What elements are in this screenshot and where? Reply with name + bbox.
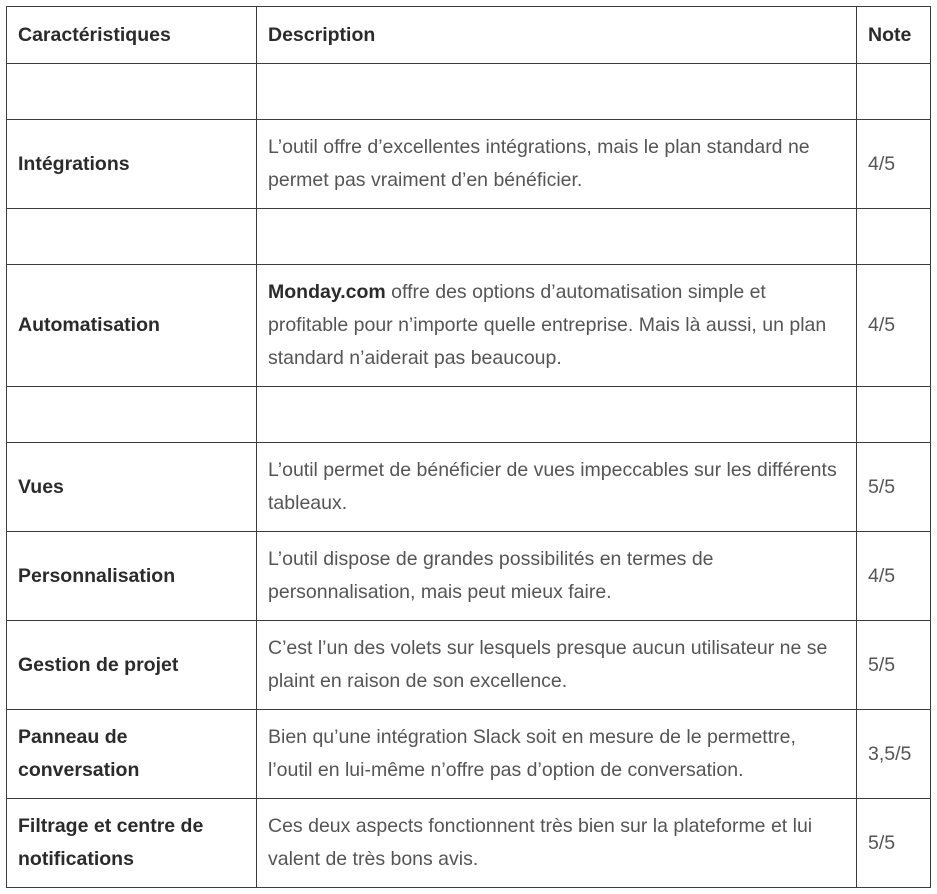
feature-cell: Panneau de conversation [7, 710, 257, 799]
feature-cell: Filtrage et centre de notifications [7, 799, 257, 888]
feature-cell: Automatisation [7, 265, 257, 387]
note-cell: 4/5 [857, 120, 931, 209]
empty-cell [7, 64, 257, 120]
description-cell: L’outil dispose de grandes possibilités en termes de personnalisation, mais peut mieux faire. [257, 532, 857, 621]
note-cell: 5/5 [857, 621, 931, 710]
empty-cell [7, 387, 257, 443]
description-cell: L’outil offre d’excellentes intégrations, mais le plan standard ne permet pas vraiment d’en bénéficier. [257, 120, 857, 209]
description-cell: L’outil permet de bénéficier de vues impeccables sur les différents tableaux. [257, 443, 857, 532]
table-row [7, 443, 931, 532]
note-cell: 5/5 [857, 443, 931, 532]
table-row [7, 265, 931, 387]
empty-row [7, 209, 931, 265]
header-description: Description [257, 7, 857, 64]
description-cell: C’est l’un des volets sur lesquels presque aucun utilisateur ne se plaint en raison de son excellence. [257, 621, 857, 710]
table-row [7, 532, 931, 621]
table-row [7, 120, 931, 209]
feature-cell: Gestion de projet [7, 621, 257, 710]
empty-cell [857, 209, 931, 265]
feature-rating-table-container [6, 6, 931, 888]
empty-row [7, 64, 931, 120]
empty-cell [7, 209, 257, 265]
feature-cell: Intégrations [7, 120, 257, 209]
empty-cell [857, 64, 931, 120]
note-cell: 4/5 [857, 265, 931, 387]
empty-cell [257, 209, 857, 265]
header-features: Caractéristiques [7, 7, 257, 64]
table-row [7, 799, 931, 888]
table-header-row [7, 7, 931, 64]
table-row [7, 710, 931, 799]
empty-cell [257, 387, 857, 443]
empty-row [7, 387, 931, 443]
header-note: Note [857, 7, 931, 64]
feature-cell: Vues [7, 443, 257, 532]
description-cell: Bien qu’une intégration Slack soit en mesure de le permettre, l’outil en lui-même n’offre pas d’option de conversation. [257, 710, 857, 799]
description-cell [257, 265, 857, 387]
brand-name: Monday.com [268, 281, 386, 303]
table-row [7, 621, 931, 710]
description-cell: Ces deux aspects fonctionnent très bien sur la plateforme et lui valent de très bons avis. [257, 799, 857, 888]
note-cell: 4/5 [857, 532, 931, 621]
note-cell: 5/5 [857, 799, 931, 888]
feature-cell: Personnalisation [7, 532, 257, 621]
empty-cell [857, 387, 931, 443]
note-cell: 3,5/5 [857, 710, 931, 799]
feature-rating-table [6, 6, 931, 888]
description-text: offre des options d’automatisation simple et profitable pour n’importe quelle entreprise. Mais là aussi, un plan standard n’aiderait pas beaucoup. [268, 281, 827, 369]
empty-cell [257, 64, 857, 120]
